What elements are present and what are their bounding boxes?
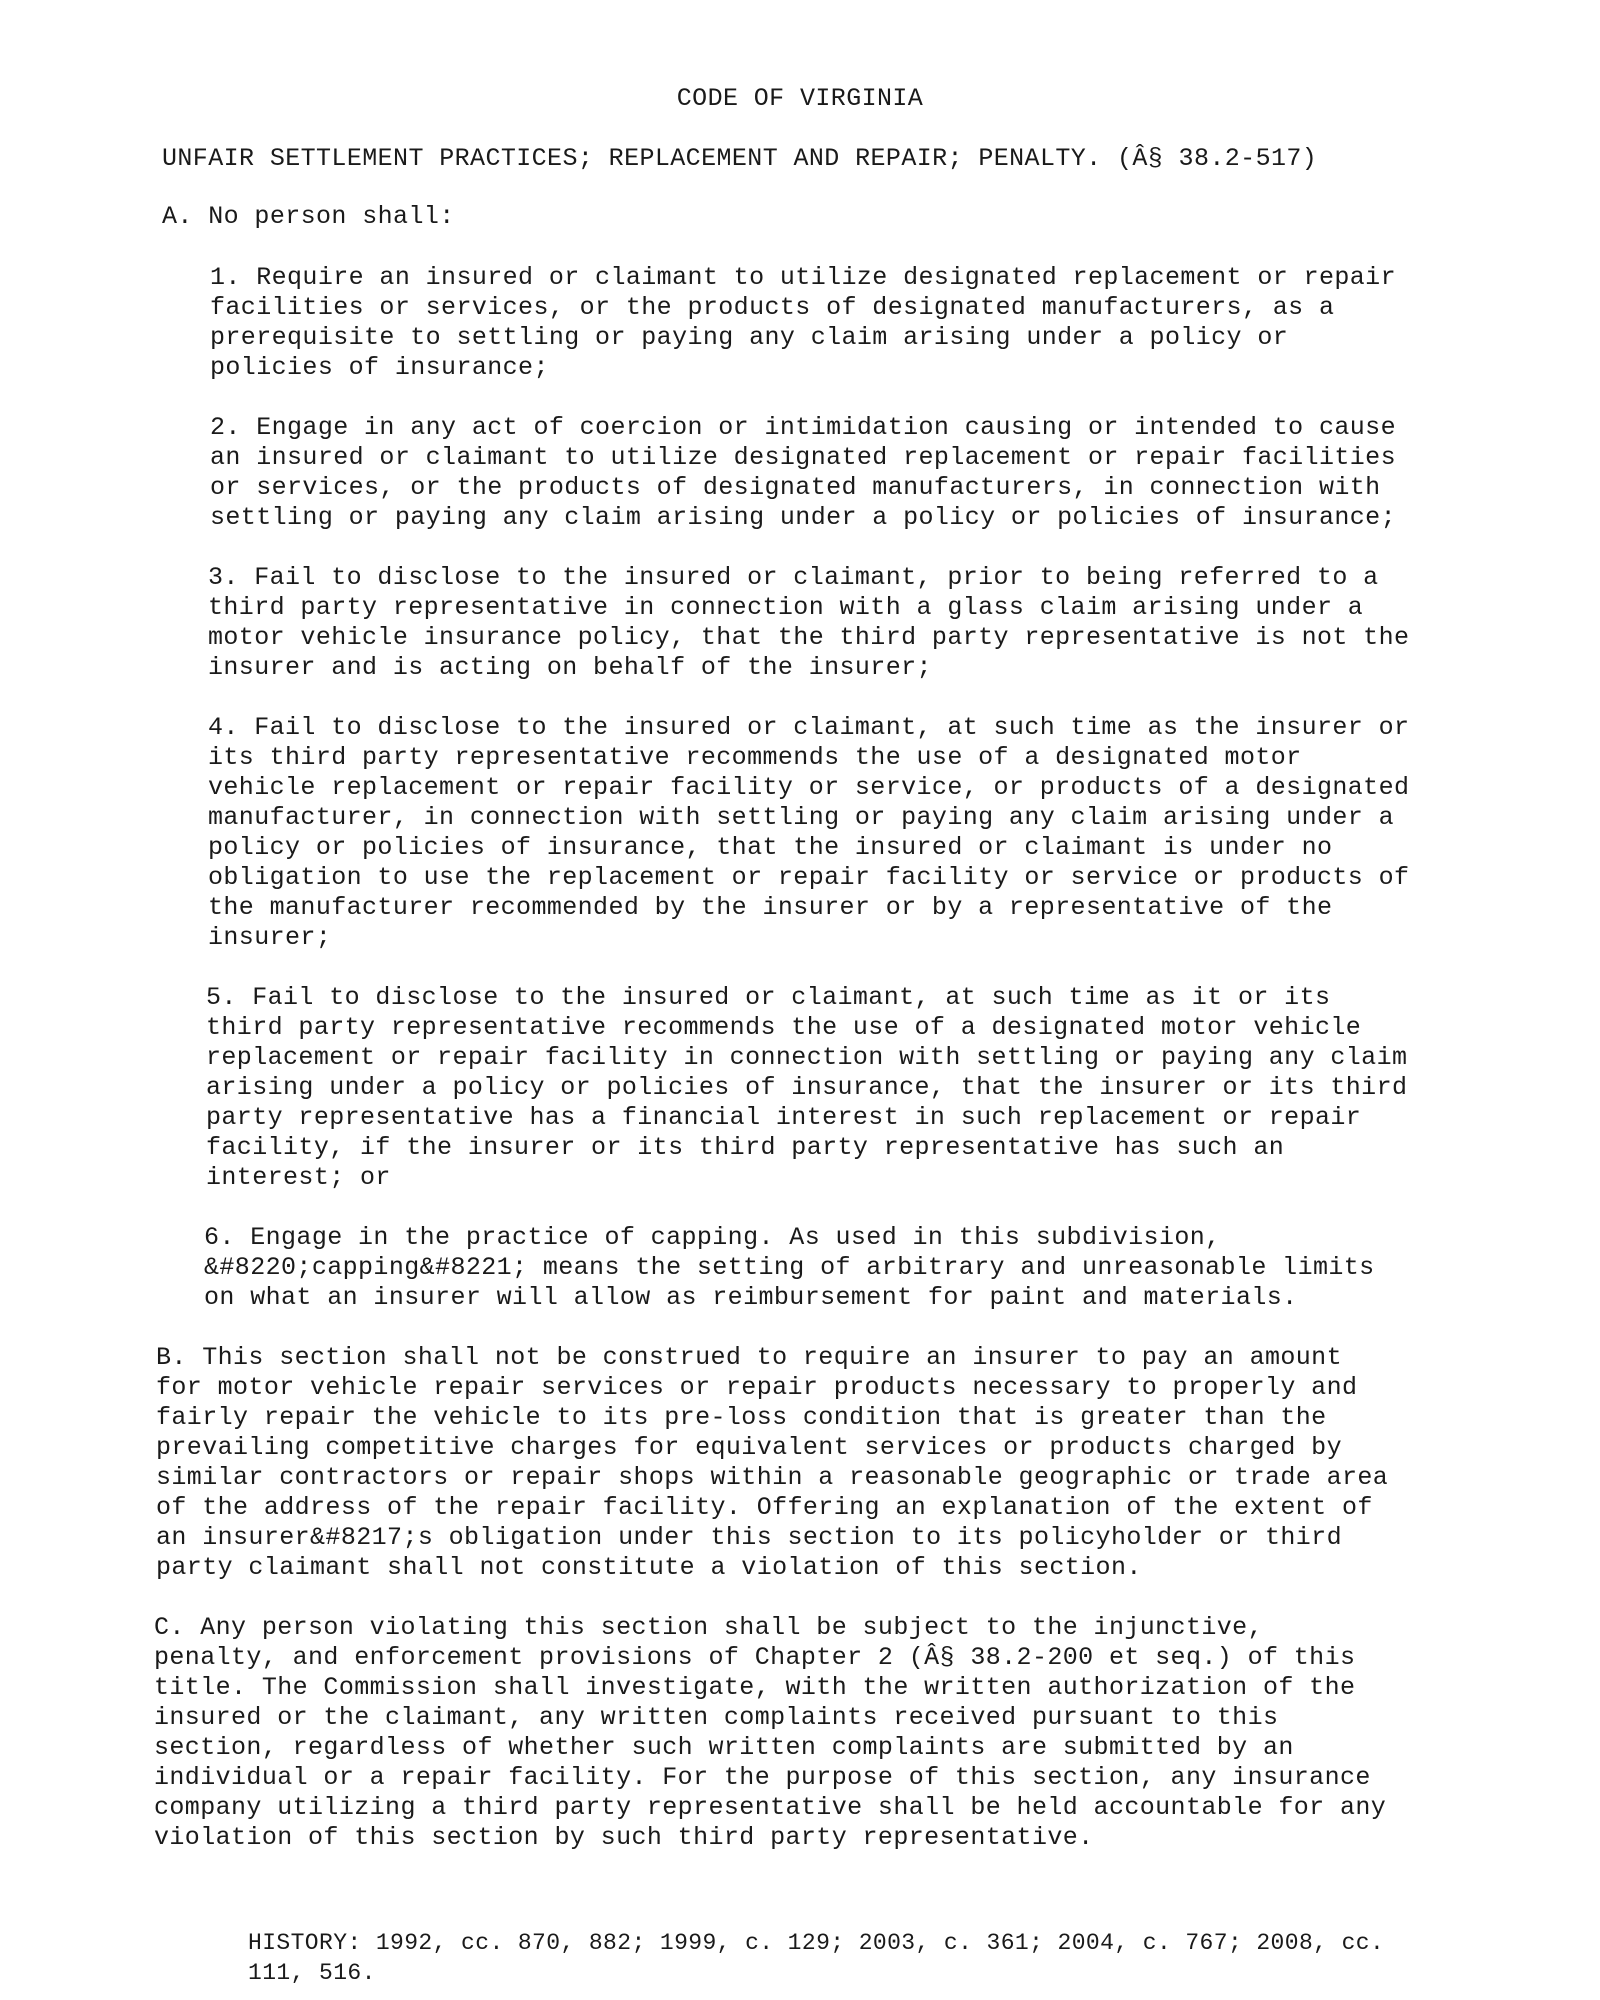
item-4-line: obligation to use the replacement or repair facility or service or products of bbox=[208, 863, 1410, 892]
item-3-line: insurer and is acting on behalf of the insurer; bbox=[208, 653, 932, 682]
item-5-line: 5. Fail to disclose to the insured or claimant, at such time as it or its bbox=[206, 983, 1331, 1012]
section-b-line: fairly repair the vehicle to its pre-loss condition that is greater than the bbox=[156, 1403, 1327, 1432]
section-heading: UNFAIR SETTLEMENT PRACTICES; REPLACEMENT AND REPAIR; PENALTY. (Â§ 38.2-517) bbox=[162, 144, 1318, 173]
section-c-line: individual or a repair facility. For the purpose of this section, any insurance bbox=[154, 1763, 1371, 1792]
item-1-line: 1. Require an insured or claimant to utilize designated replacement or repair bbox=[210, 263, 1396, 292]
item-4-line: manufacturer, in connection with settling or paying any claim arising under a bbox=[208, 803, 1394, 832]
item-6-line: &#8220;capping&#8221; means the setting of arbitrary and unreasonable limits bbox=[204, 1253, 1375, 1282]
section-b-line: party claimant shall not constitute a violation of this section. bbox=[156, 1553, 1142, 1582]
section-b-line: an insurer&#8217;s obligation under this section to its policyholder or third bbox=[156, 1523, 1342, 1552]
section-b-line: prevailing competitive charges for equivalent services or products charged by bbox=[156, 1433, 1342, 1462]
item-1-line: prerequisite to settling or paying any claim arising under a policy or bbox=[210, 323, 1289, 352]
item-1-line: facilities or services, or the products of designated manufacturers, as a bbox=[210, 293, 1335, 322]
section-c-line: title. The Commission shall investigate, with the written authorization of the bbox=[154, 1673, 1356, 1702]
section-c-line: penalty, and enforcement provisions of Chapter 2 (Â§ 38.2-200 et seq.) of this bbox=[154, 1643, 1356, 1672]
section-c-line: C. Any person violating this section shall be subject to the injunctive, bbox=[154, 1613, 1263, 1642]
item-4-line: insurer; bbox=[208, 923, 332, 952]
item-5-line: arising under a policy or policies of insurance, that the insurer or its third bbox=[206, 1073, 1408, 1102]
item-3-line: motor vehicle insurance policy, that the third party representative is not the bbox=[208, 623, 1410, 652]
item-5-line: interest; or bbox=[206, 1163, 391, 1192]
section-b-line: of the address of the repair facility. Offering an explanation of the extent of bbox=[156, 1493, 1373, 1522]
section-b-line: B. This section shall not be construed to require an insurer to pay an amount bbox=[156, 1343, 1342, 1372]
item-5-line: replacement or repair facility in connection with settling or paying any claim bbox=[206, 1043, 1408, 1072]
item-3-line: third party representative in connection with a glass claim arising under a bbox=[208, 593, 1364, 622]
item-6-line: 6. Engage in the practice of capping. As used in this subdivision, bbox=[204, 1223, 1221, 1252]
item-5-line: facility, if the insurer or its third party representative has such an bbox=[206, 1133, 1285, 1162]
item-4-line: 4. Fail to disclose to the insured or claimant, at such time as the insurer or bbox=[208, 713, 1410, 742]
section-c-line: section, regardless of whether such written complaints are submitted by an bbox=[154, 1733, 1294, 1762]
section-b-line: similar contractors or repair shops within a reasonable geographic or trade area bbox=[156, 1463, 1389, 1492]
item-2-line: or services, or the products of designated manufacturers, in connection with bbox=[210, 473, 1381, 502]
section-c-line: company utilizing a third party representative shall be held accountable for any bbox=[154, 1793, 1387, 1822]
item-4-line: vehicle replacement or repair facility or service, or products of a designated bbox=[208, 773, 1410, 802]
item-2-line: an insured or claimant to utilize designated replacement or repair facilities bbox=[210, 443, 1396, 472]
item-5-line: party representative has a financial interest in such replacement or repair bbox=[206, 1103, 1362, 1132]
item-2-line: settling or paying any claim arising under a policy or policies of insurance; bbox=[210, 503, 1396, 532]
section-c-line: insured or the claimant, any written complaints received pursuant to this bbox=[154, 1703, 1279, 1732]
item-2-line: 2. Engage in any act of coercion or intimidation causing or intended to cause bbox=[210, 413, 1396, 442]
section-c-line: violation of this section by such third party representative. bbox=[154, 1823, 1094, 1852]
history-line: 111, 516. bbox=[248, 1960, 376, 1986]
item-4-line: policy or policies of insurance, that the insured or claimant is under no bbox=[208, 833, 1333, 862]
item-1-line: policies of insurance; bbox=[210, 353, 549, 382]
document-title: CODE OF VIRGINIA bbox=[676, 84, 924, 113]
item-4-line: its third party representative recommends the use of a designated motor bbox=[208, 743, 1302, 772]
item-5-line: third party representative recommends the use of a designated motor vehicle bbox=[206, 1013, 1362, 1042]
section-a-intro: A. No person shall: bbox=[162, 202, 455, 231]
item-4-line: the manufacturer recommended by the insurer or by a representative of the bbox=[208, 893, 1333, 922]
section-b-line: for motor vehicle repair services or repair products necessary to properly and bbox=[156, 1373, 1358, 1402]
item-3-line: 3. Fail to disclose to the insured or claimant, prior to being referred to a bbox=[208, 563, 1379, 592]
item-6-line: on what an insurer will allow as reimbursement for paint and materials. bbox=[204, 1283, 1298, 1312]
history-line: HISTORY: 1992, cc. 870, 882; 1999, c. 129; 2003, c. 361; 2004, c. 767; 2008, cc. bbox=[248, 1930, 1385, 1956]
